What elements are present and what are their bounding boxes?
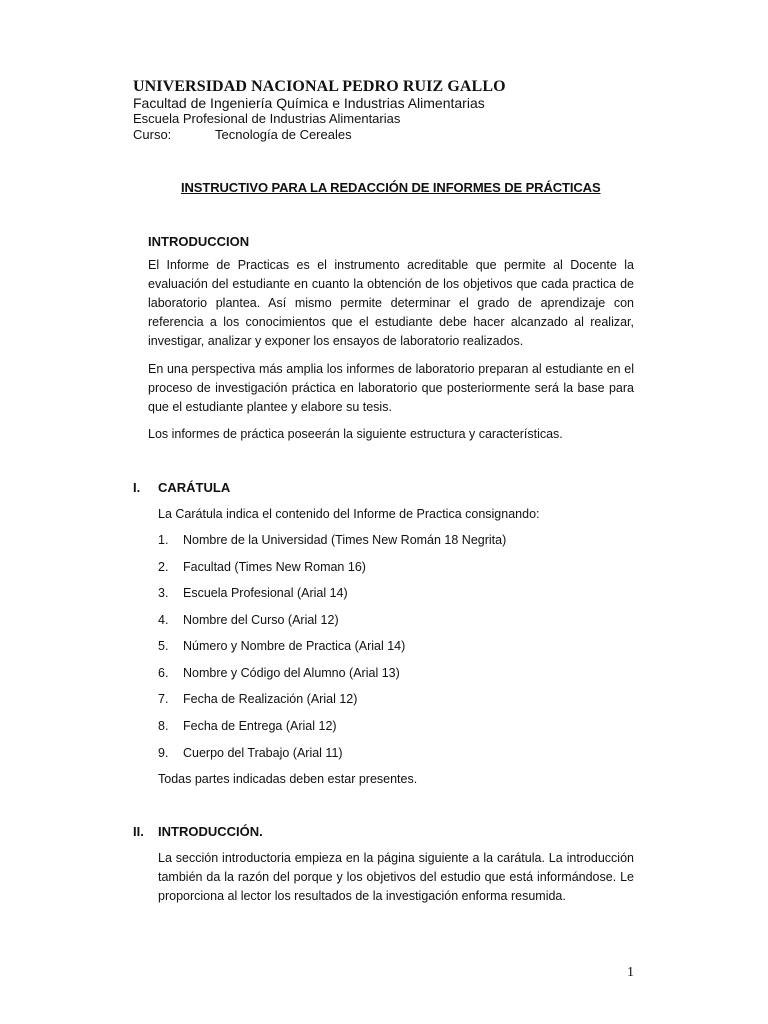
list-item-number: 1. [158,533,169,547]
course-label: Curso: [133,127,172,142]
list-item-text: Nombre del Curso (Arial 12) [183,613,339,627]
section1-closing: Todas partes indicadas deben estar presentes. [158,772,418,786]
intro-paragraph-3: Los informes de práctica poseerán la siguiente estructura y características. [148,427,563,441]
document-title: INSTRUCTIVO PARA LA REDACCIÓN DE INFORMES DE PRÁCTICAS [181,180,601,195]
list-item-text: Cuerpo del Trabajo (Arial 11) [183,746,343,760]
list-item-text: Nombre de la Universidad (Times New Román 18 Negrita) [183,533,507,547]
page-number: 1 [627,965,634,980]
list-item [158,613,339,627]
list-item [158,746,343,760]
list-item-number: 4. [158,613,169,627]
section2-paragraph: La sección introductoria empieza en la página siguiente a la carátula. La introducción también da la razón del porque y los objetivos del estudio que está informándose. Le proporciona al lector los resultados de la investigación enforma resumida. [158,851,634,903]
list-item-number: 3. [158,586,169,600]
list-item [158,533,506,547]
list-item-number: 7. [158,692,169,706]
list-item-number: 5. [158,639,169,653]
list-item-number: 8. [158,719,169,733]
section1-intro: La Carátula indica el contenido del Informe de Practica consignando: [158,507,540,521]
list-item [158,560,366,574]
list-item-text: Escuela Profesional (Arial 14) [183,586,348,600]
list-item [158,666,400,680]
intro-heading: INTRODUCCION [148,234,250,249]
list-item [158,719,337,733]
intro-paragraph-2: En una perspectiva más amplia los informes de laboratorio preparan al estudiante en el proceso de investigación práctica en laboratorio que posteriormente será la base para que el estudiante plantee y elabore su tesis. [148,362,634,414]
list-item-text: Número y Nombre de Practica (Arial 14) [183,639,406,653]
list-item-text: Facultad (Times New Roman 16) [183,560,366,574]
list-item [158,692,357,706]
section2-number: II. [133,824,144,839]
list-item-number: 9. [158,746,169,760]
list-item-text: Fecha de Entrega (Arial 12) [183,719,337,733]
list-item-number: 2. [158,560,169,574]
section2-heading [133,824,263,839]
faculty-name: Facultad de Ingeniería Química e Industrias Alimentarias [133,95,485,111]
section1-heading [133,480,230,495]
section2-title: INTRODUCCIÓN. [158,824,263,839]
list-item-text: Nombre y Código del Alumno (Arial 13) [183,666,400,680]
list-item [158,586,348,600]
school-name: Escuela Profesional de Industrias Alimentarias [133,111,401,126]
list-item-number: 6. [158,666,169,680]
course-value: Tecnología de Cereales [215,127,352,142]
section1-number: I. [133,480,141,495]
intro-paragraph-1: El Informe de Practicas es el instrumento acreditable que permite al Docente la evaluación del estudiante en cuanto la obtención de los objetivos que cada practica de laboratorio plantea. Así mismo permite determinar el grado de aprendizaje con referencia a los conocimientos que el estudiante debe hacer alcanzado al realizar, investigar, analizar y exponer los ensayos de laboratorio realizados. [148,258,634,348]
section1-title: CARÁTULA [158,480,231,495]
course-line [133,127,352,142]
list-item-text: Fecha de Realización (Arial 12) [183,692,358,706]
university-name: UNIVERSIDAD NACIONAL PEDRO RUIZ GALLO [133,78,506,95]
list-item [158,639,405,653]
